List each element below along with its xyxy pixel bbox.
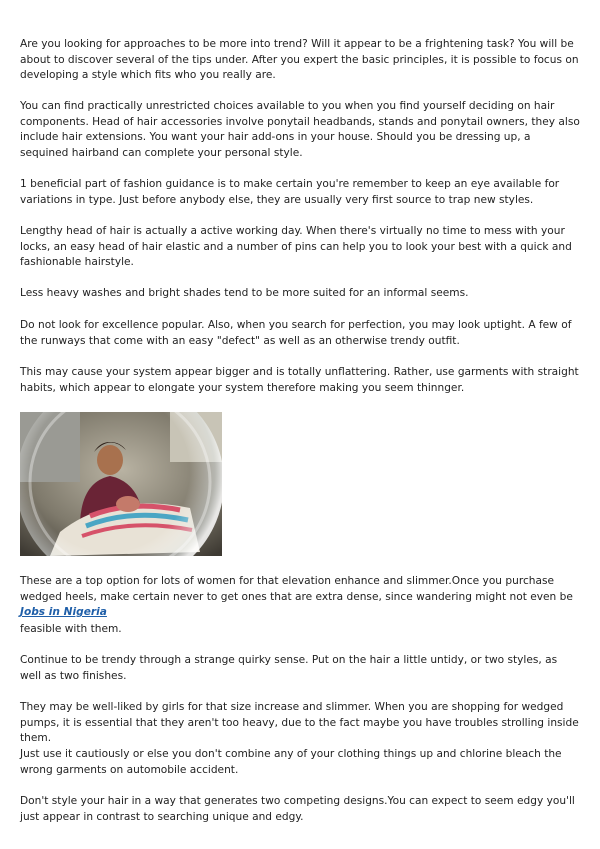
paragraph-7: This may cause your system appear bigger and is totally unflattering. Rather, use garments with straight habits, which appear to elongate your system therefore making you seem thinnger. [20, 366, 579, 394]
paragraph-tail-3: They may be well-liked by girls for that size increase and slimmer. When you are shopping for wedged pumps, it is essential that they aren't too heavy, due to the fact maybe you have troubles strolling inside them. [20, 701, 579, 744]
paragraph-5: Less heavy washes and bright shades tend to be more suited for an informal seems. [20, 287, 469, 299]
nurse-incubator-photo [20, 412, 222, 556]
paragraph-2: You can find practically unrestricted choices available to you when you find yourself deciding on hair components. Head of hair accessories involve ponytail headbands, stands and ponytail owners, they also include hair extensions. You want your hair add-ons in your house. Should you be dressing up, a sequined hairband can complete your personal style. [20, 100, 580, 159]
photo-illustration [20, 412, 222, 556]
paragraph-6: Do not look for excellence popular. Also, when you search for perfection, you may look uptight. A few of the runways that come with an easy "defect" as well as an otherwise trendy outfit. [20, 319, 572, 347]
paragraph-tail-1: feasible with them. [20, 623, 122, 635]
paragraph-tail-4: Just use it cautiously or else you don't combine any of your clothing things up and chlorine bleach the wrong garments on automobile accident. [20, 748, 562, 776]
paragraph-tail-2: Continue to be trendy through a strange quirky sense. Put on the hair a little untidy, or two styles, as well as two finishes. [20, 654, 558, 682]
jobs-in-nigeria-link[interactable]: Jobs in Nigeria [20, 606, 107, 618]
paragraph-3: 1 beneficial part of fashion guidance is to make certain you're remember to keep an eye available for variations in type. Just before anybody else, they are usually very first source to trap new styles. [20, 178, 560, 206]
paragraph-tail-5: Don't style your hair in a way that generates two competing designs.You can expect to seem edgy you'll just appear in contrast to searching unique and edgy. [20, 795, 575, 823]
paragraph-4: Lengthy head of hair is actually a active working day. When there's virtually no time to mess with your locks, an easy head of hair elastic and a number of pins can help you to look your best with a quick and fashionable hairstyle. [20, 225, 572, 268]
paragraph-1: Are you looking for approaches to be more into trend? Will it appear to be a frightening task? You will be about to discover several of the tips under. After you expert the basic principles, it is possible to focus on developing a style which fits who you really are. [20, 38, 579, 81]
paragraph-after-image-text: These are a top option for lots of women for that elevation enhance and slimmer.Once you purchase wedged heels, make certain never to get ones that are extra dense, since wandering might not even be [20, 575, 573, 603]
paragraph-after-image [20, 574, 580, 621]
